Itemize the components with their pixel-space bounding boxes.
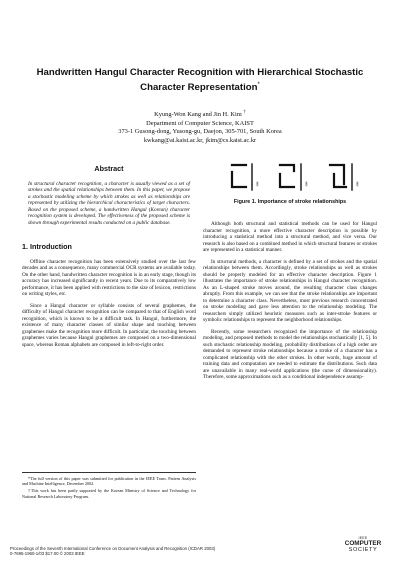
intro-paragraph-1: Offline character recognition has been extensively studied over the last few decades and as a consequence, many commercial OCR systems are available today. On the other hand, handwritten character recognition is in an early stage, though its accuracy has increased significantly in recent years. Due to its comparatively low performance, it has been applied with restrictions to the size of lexicon, restrictions on writing styles, etc. [22, 258, 196, 297]
body-paragraph-3: Recently, some researchers recognized the importance of the relationship modeling, and proposed methods to model the relationships stochastically [1, 5]. In such stochastic relationship modeling, probability distributions of a high order are demanded to represent stroke relationships because a stroke of a character has a complicated relationship with the other strokes. In other words, huge amount of training data and computation are needed to estimate the distributions. Such data are unavailable in many real-world applications (the curse of dimensionality). Therefore, some approximations such as a conditional independence assump- [203, 328, 377, 380]
author-address: 373-1 Gusong-dong, Yusong-gu, Daejon, 305-701, South Korea [118, 128, 282, 136]
computer-society-logo [338, 536, 388, 562]
title-footnote-mark: * [257, 82, 260, 89]
footer-proceedings: Proceedings of the Seventh International Conference on Document Analysis and Recognition (ICDAR 2003) [10, 546, 216, 551]
author-line [20, 109, 380, 120]
glyph-variant-1 [232, 164, 252, 190]
glyph-2-top-stroke [280, 165, 294, 171]
author-footnote-mark: † [243, 110, 246, 115]
author-block [20, 109, 380, 146]
intro-paragraph-2: Since a Hangul character or syllable consists of several graphemes, the difficulty of Hangul character recognition can be compared to that of English word recognition, which is known to be a difficult task. In Hangul, furthermore, the existence of many character classes of similar shape and touching between graphemes make the recognition more difficult. In particular, the touching between graphemes varies because Hangul graphemes are composed on a two-dimensional space, whereas Roman alphabets are composed in left-to-right order. [22, 302, 196, 348]
body-paragraph-2: In structural methods, a character is defined by a set of strokes and the spatial relationships between them. Accordingly, stroke relationships as well as strokes should be properly modeled for an effective character description. Figure 1 illustrates the importance of stroke relationships in Hangul character recognition. As an L-shaped stroke moves around, the resulting character class changes abruptly. From this example, we can see that the stroke relationships are important to determine a character class. Nevertheless, most previous research concentrated on stroke modeling and gave less attention to the relationship modeling. The researchers simply utilized heuristic measures such as inter-stroke features or symbolic relationships to represent the neighborhood relationships. [203, 258, 377, 323]
paper-title-text: Handwritten Hangul Character Recognition with Hierarchical Stochastic Character Representation [36, 67, 364, 94]
glyph-variant-2 [280, 164, 301, 190]
glyph-1-subscript: ㅐ [255, 182, 260, 188]
footnote-1: *The full version of this paper was submitted for publication in the IEEE Trans. Pattern Analysis and Machine Intelligence, December 2002. [22, 476, 196, 487]
body-paragraph-1: Although both structural and statistical methods can be used for Hangul character recognition, a more effective character description is possible by introducing a statistical method into a structural method, and vice versa. Our research is also based on a combined method in which structural features or strokes are represented in a statistical manner. [203, 221, 377, 253]
footnote-2: †This work has been partly supported by the Korean Ministry of Science and Technology for National Research Laboratory Program. [22, 488, 196, 499]
footnotes [22, 472, 196, 501]
introduction-heading: 1. Introduction [22, 242, 72, 251]
logo-ieee-text: IEEE [358, 536, 368, 540]
glyph-2-subscript: ㅐ [304, 182, 309, 188]
abstract-heading: Abstract [94, 164, 124, 173]
logo-sub-text: SOCIETY [348, 547, 378, 553]
abstract-text: In structural character recognition, a character is usually viewed as a set of strokes and the spatial relationships between them. In this paper, we propose a stochastic modeling scheme by which strokes as well as relationships are represented by utilizing the hierarchical characteristics of target characters. Based on the proposed scheme, a handwritten Hangul (Korean) character recognition system is developed. The effectiveness of the proposed scheme is shown through experimental results conducted on a public database. [28, 180, 190, 226]
paper-title [20, 67, 380, 95]
author-names: Kyung-Won Kang and Jin H. Kim [154, 111, 242, 119]
right-column [203, 221, 377, 386]
left-column [22, 166, 196, 353]
figure-1-caption: Figure 1. Importance of stroke relationships [233, 199, 347, 205]
logo-main-text: COMPUTER [344, 540, 382, 547]
glyph-2-l-stroke [280, 174, 294, 187]
glyph-3-top-stroke [330, 165, 344, 184]
page-footer [10, 546, 310, 557]
glyph-3-subscript: ㅐ [355, 182, 360, 188]
glyph-variant-3 [330, 164, 352, 190]
author-emails: kwkang@ai.kaist.ac.kr, jkim@cs.kaist.ac.kr [143, 136, 257, 144]
glyph-1-l-stroke [232, 172, 246, 187]
footer-copyright: 0-7695-1960-1/03 $17.00 © 2003 IEEE [10, 551, 85, 557]
author-department: Department of Computer Science, KAIST [146, 119, 254, 127]
figure-1-illustration [226, 160, 366, 194]
